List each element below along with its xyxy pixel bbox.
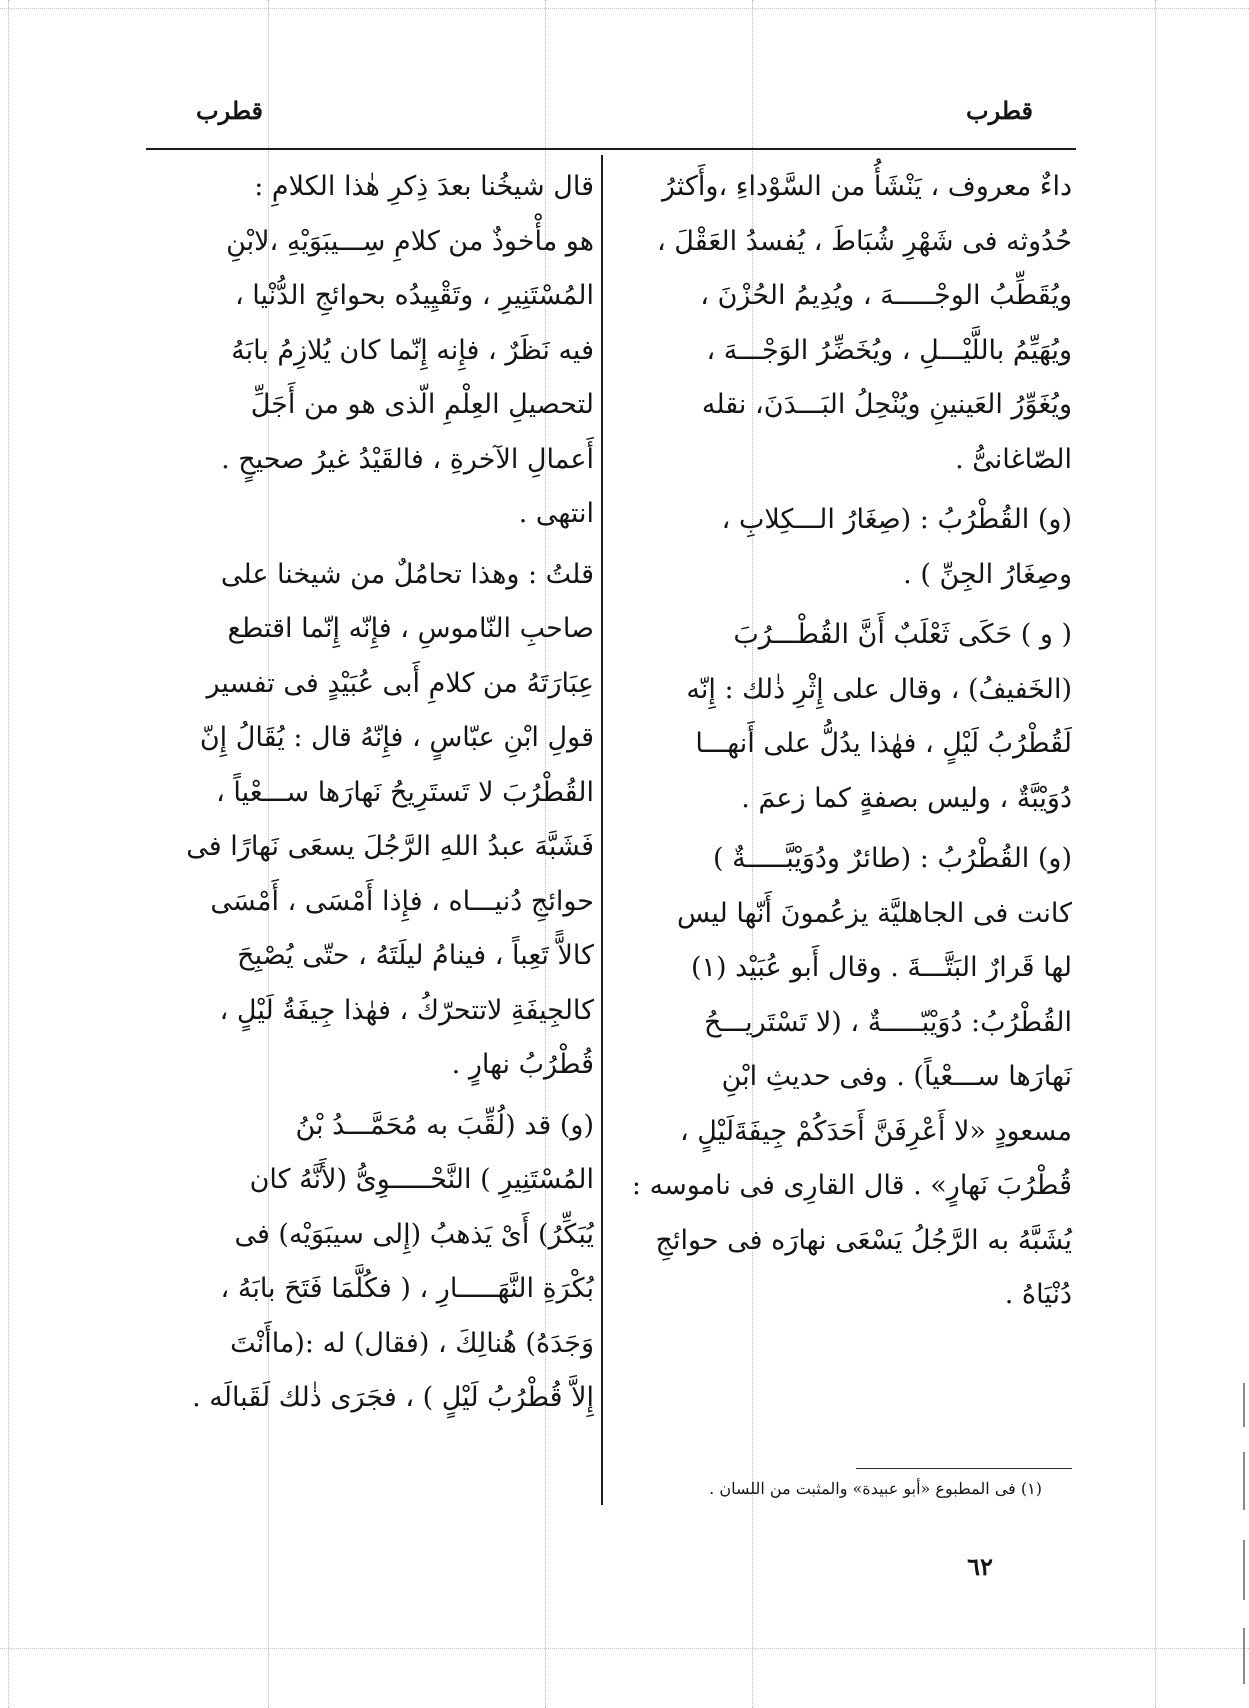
scan-margin-mark	[1243, 1383, 1245, 1427]
scan-guide-line	[0, 8, 1249, 9]
paragraph: (و) قد (لُقِّبَ به مُحَمَّـــدُ بْنُ المُسْتَنِيرِ ) النَّحْـــــوِىُّ (لأَنَّهُ كان يُبَكِّرُ) أَىْ يَذهبُ (إِلى سيبَوَيْه) فى بُكْرَةِ النَّهَـــــارِ ، ( فكُلَّمَا فَتَحَ بابَهُ ، وَجَدَهُ) هُنالِكَ ، (فقال) له :(ماأَنْتَ إِلاَّ قُطْرُبُ لَيْلٍ ) ، فجَرَى ذٰلك لَقَبالَه .	[192, 1109, 594, 1413]
scan-guide-line	[0, 1648, 1249, 1649]
scan-margin-mark	[1243, 1540, 1245, 1600]
footnote: (١) فى المطبوع «أبو عبيدة» والمثبت من اللسان .	[709, 1479, 1042, 1498]
scan-guide-line	[8, 0, 9, 1708]
footnote-rule	[856, 1468, 1072, 1469]
scan-guide-line	[1155, 0, 1156, 1708]
column-divider	[601, 155, 603, 1505]
paragraph: قلتُ : وهذا تحامُلٌ من شيخنا على صاحبِ النّاموسِ ، فإِنّه إِنّما اقتطع عِبَارَتَهُ من كلامِ أَبى عُبَيْدٍ فى تفسير قولِ ابْنِ عبّاسٍ ، فإِنّهُ قال : يُقَالُ إِنّ القُطْرُبَ لا تَستَرِيحُ نَهارَها ســـعْياً ، فَشَبَّهَ عبدُ اللهِ الرَّجُلَ يسعَى نَهارًا فى حوائجِ دُنيـــاه ، فإِذا أَمْسَى ، أَمْسَى كالاًّ تَعِباً ، فينامُ ليلَتَهُ ، حتّى يُصْبِحَ كالجِيفَةِ لاتتحرّكُ ، فهٰذا جِيفَةُ لَيْلٍ ، قُطْرُبُ نهارٍ .	[186, 558, 594, 1080]
paragraph: (و) القُطْرُبُ : (طائرٌ ودُوَيْبَّـــــةٌ ) كانت فى الجاهليَّة يزعُمونَ أَنّها ليس لها قَرارٌ البَتَّـــةَ . وقال أَبو عُبَيْد (١) القُطْرُبُ: دُوَيْبّـــــةٌ ، (لا تَسْتَريـــحُ نَهارَها ســـعْياً) . وفى حديثِ ابْنِ مسعودٍ «لا أَعْرِفَنَّ أَحَدَكُمْ جِيفَةَلَيْلٍ ، قُطْرُبَ نَهارٍ» . قال القارِى فى ناموسه : يُشَبَّهُ به الرَّجُلُ يَسْعَى نهارَه فى حوائجِ دُنْيَاهُ .	[631, 843, 1072, 1310]
page-number: ٦٢	[967, 1552, 993, 1581]
running-header-right: قطرب	[966, 96, 1033, 125]
running-header-left: قطرب	[196, 96, 263, 125]
paragraph: (و) القُطْرُبُ : (صِغَارُ الـــكِلابِ ، وصِغَارُ الجِنِّ ) .	[721, 504, 1072, 590]
left-column	[126, 160, 594, 1426]
header-rule	[146, 148, 1076, 150]
scan-margin-mark	[1243, 1628, 1245, 1684]
right-column	[630, 160, 1072, 1323]
paragraph: ( و ) حَكَى ثَعْلَبٌ أَنَّ القُطْـــرُبَ (الخَفيفُ) ، وقال على إِثْرِ ذٰلك : إِنّه لَقُطْرُبُ لَيْلٍ ، فهٰذا يدُلُّ على أَنهـــا دُوَيْبَّةٌ ، وليس بصفةٍ كما زعمَ .	[686, 619, 1072, 814]
paragraph: قال شيخُنا بعدَ ذِكرِ هٰذا الكلامِ : هو مأْخوذٌ من كلامِ سِـــيبَوَيْهِ ،لابْنِ المُسْتَنِيرِ ، وتَقْيِيدُه بحوائجِ الدُّنْيا ، فيه نَظَرٌ ، فإِنه إِنّما كان يُلازِمُ بابَهُ لتحصيلِ العِلْمِ الّذى هو من أَجَلِّ أَعمالِ الآخرةِ ، فالقَيْدُ غيرُ صحيحٍ . انتهى .	[221, 171, 594, 529]
scan-margin-mark	[1243, 1452, 1245, 1510]
paragraph: داءٌ معروف ، يَنْشَأُ من السَّوْداءِ ،وأَكثرُ حُدُوثه فى شَهْرِ شُبَاطَ ، يُفسدُ العَقْلَ ، ويُقَطِّبُ الوجْـــــهَ ، ويُدِيمُ الحُزْنَ ، ويُهَيِّمُ باللَّيْـــلِ ، ويُخَضِّرُ الوَجْـــهَ ، ويُغَوِّرُ العَينينِ ويُنْحِلُ البَـــدَنَ، نقله الصّاغانىُّ .	[656, 171, 1072, 475]
